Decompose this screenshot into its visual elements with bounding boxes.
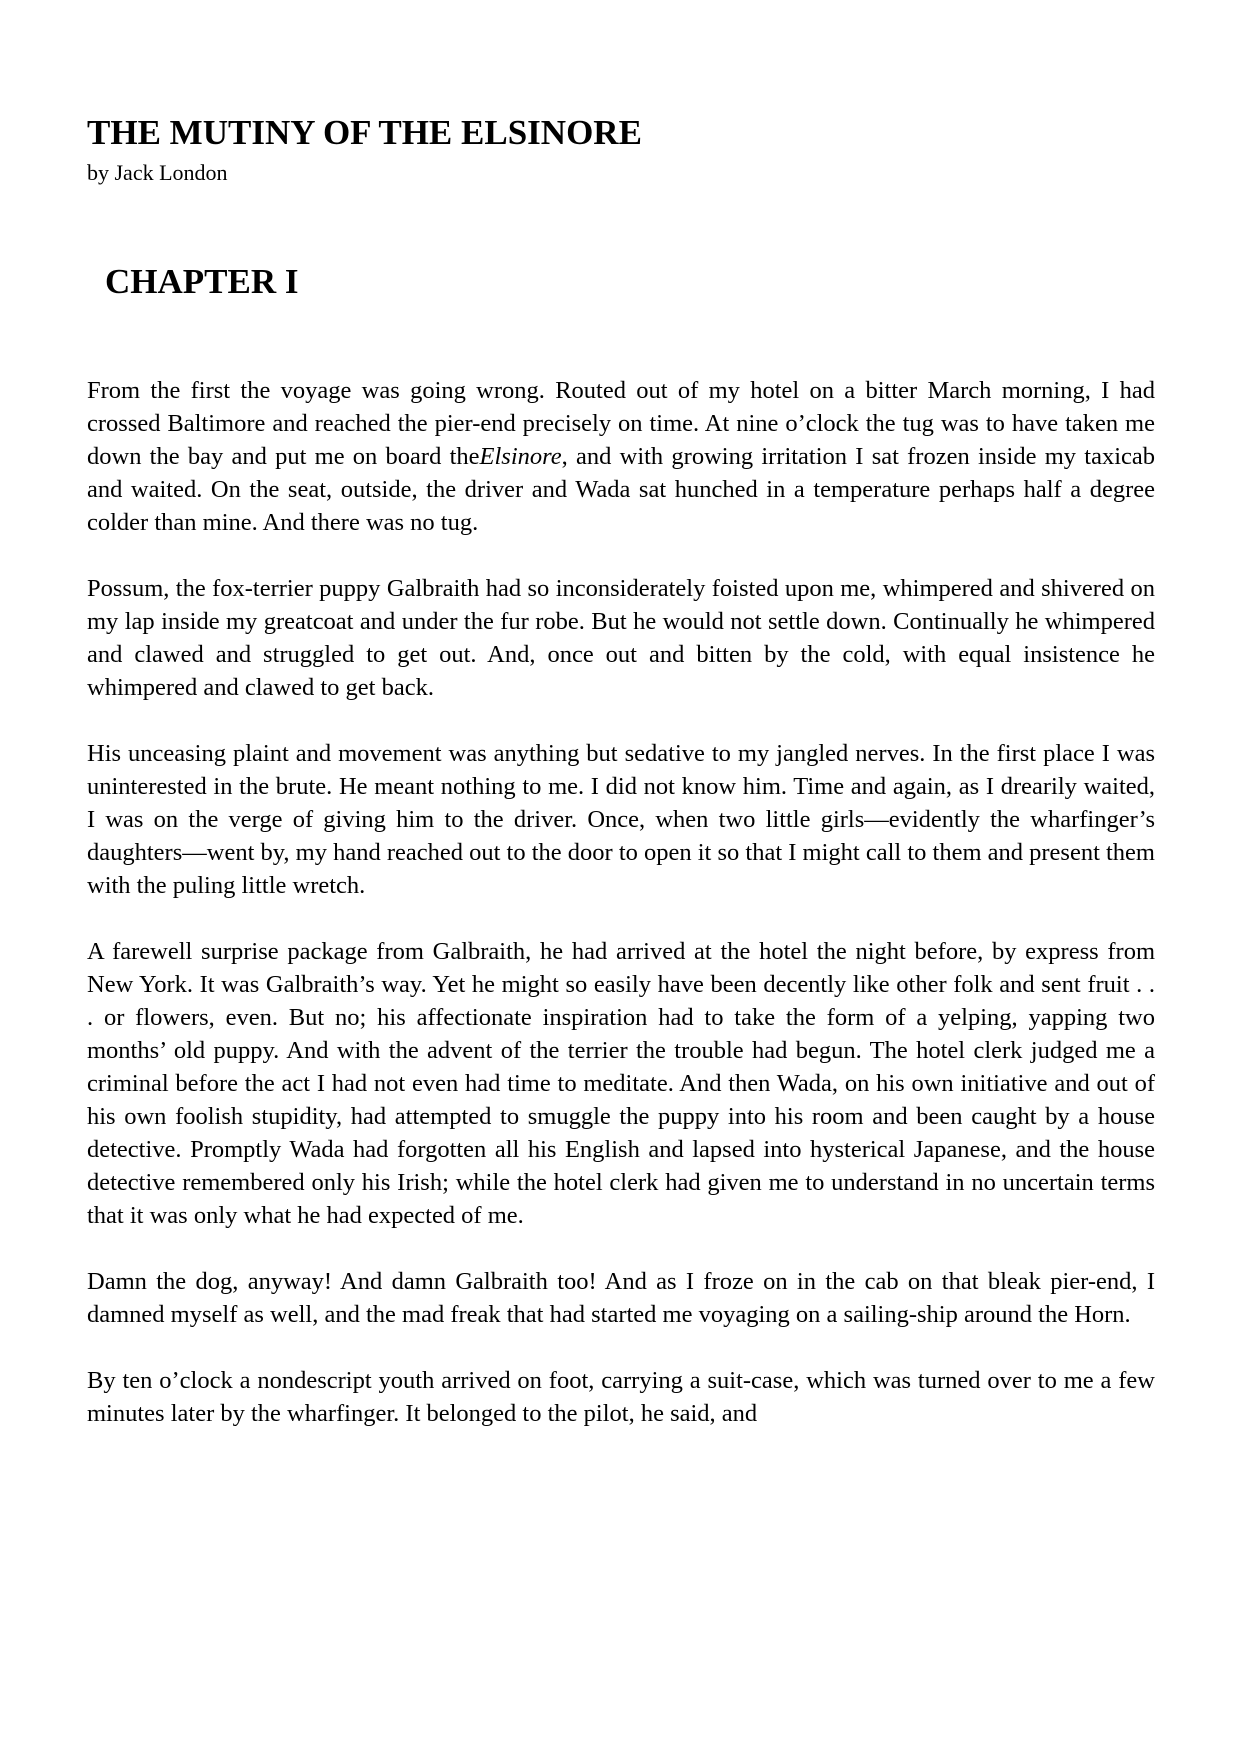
chapter-heading: CHAPTER I xyxy=(105,262,299,301)
paragraph-1 xyxy=(87,374,1155,539)
paragraph-1-part-b: , and with growing irritation I sat frozen inside my taxicab and waited. On the seat, outside, the driver and Wada sat hunched in a temperature perhaps half a degree colder than mine. And there was no tug. xyxy=(87,443,1156,536)
book-author: by Jack London xyxy=(87,160,228,185)
paragraph-3: His unceasing plaint and movement was anything but sedative to my jangled nerves. In the first place I was uninterested in the brute. He meant nothing to me. I did not know him. Time and again, as I drearily waited, I was on the verge of giving him to the driver. Once, when two little girls—evidently the wharfinger’s daughters—went by, my hand reached out to the door to open it so that I might call to them and present them with the puling little wretch. xyxy=(87,740,1155,899)
paragraph-2: Possum, the fox-terrier puppy Galbraith had so inconsiderately foisted upon me, whimpered and shivered on my lap inside my greatcoat and under the fur robe. But he would not settle down. Continually he whimpered and clawed and struggled to get out. And, once out and bitten by the cold, with equal insistence he whimpered and clawed to get back. xyxy=(87,575,1155,701)
paragraph-6: By ten o’clock a nondescript youth arrived on foot, carrying a suit-case, which was turned over to me a few minutes later by the wharfinger. It belonged to the pilot, he said, and xyxy=(87,1367,1155,1427)
ship-name: Elsinore xyxy=(479,443,562,470)
chapter-body xyxy=(87,374,1155,1463)
paragraph-5: Damn the dog, anyway! And damn Galbraith too! And as I froze on in the cab on that bleak pier-end, I damned myself as well, and the mad freak that had started me voyaging on a sailing-ship around the Horn. xyxy=(87,1268,1155,1328)
paragraph-1-part-a: From the first the voyage was going wrong. Routed out of my hotel on a bitter March morning, I had crossed Baltimore and reached the pier-end precisely on time. At nine o’clock the tug was to have taken me down the bay and put me on board the xyxy=(87,377,1155,470)
paragraph-4: A farewell surprise package from Galbraith, he had arrived at the hotel the night before, by express from New York. It was Galbraith’s way. Yet he might so easily have been decently like other folk and sent fruit . . . or flowers, even. But no; his affectionate inspiration had to take the form of a yelping, yapping two months’ old puppy. And with the advent of the terrier the trouble had begun. The hotel clerk judged me a criminal before the act I had not even had time to meditate. And then Wada, on his own initiative and out of his own foolish stupidity, had attempted to smuggle the puppy into his room and been caught by a house detective. Promptly Wada had forgotten all his English and lapsed into hysterical Japanese, and the house detective remembered only his Irish; while the hotel clerk had given me to understand in no uncertain terms that it was only what he had expected of me. xyxy=(87,938,1155,1229)
book-title: THE MUTINY OF THE ELSINORE xyxy=(87,113,642,152)
